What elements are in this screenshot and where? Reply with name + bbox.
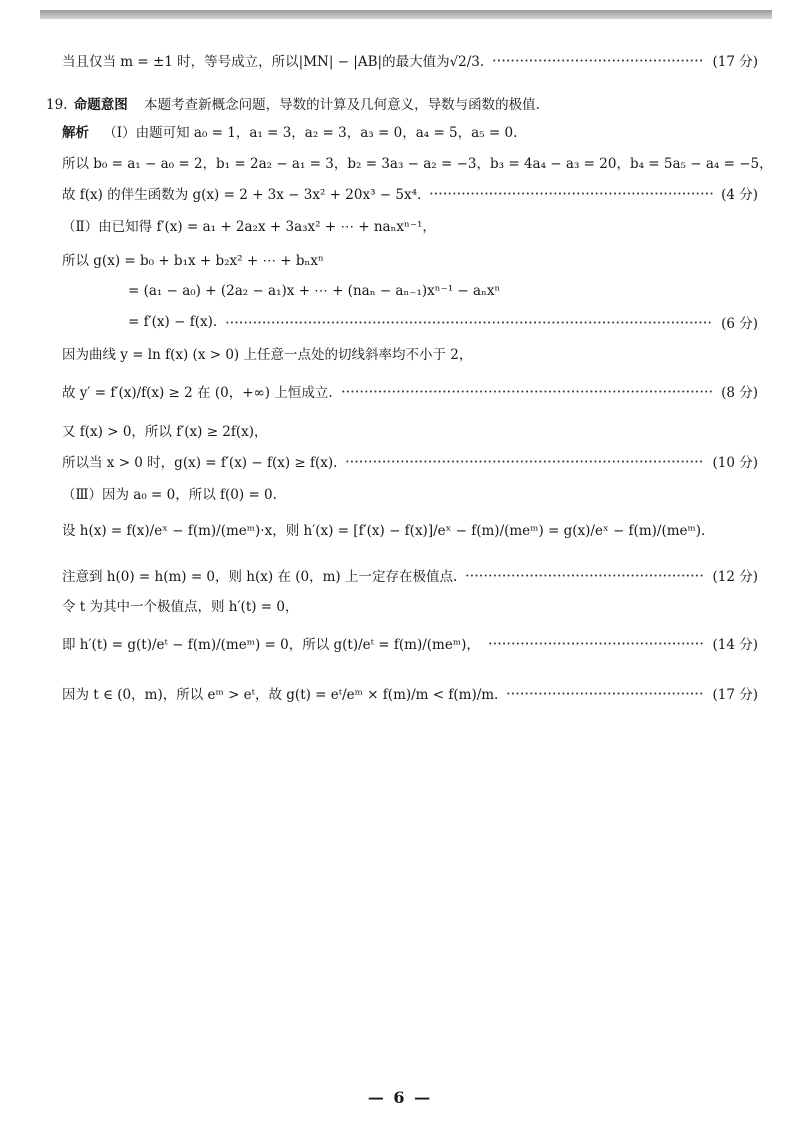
line-text: 即 h′(t) = g(t)/eᵗ − f(m)/(meᵐ) = 0，所以 g(t)/eᵗ = f(m)/(meᵐ)， xyxy=(62,637,480,653)
line-text: 令 t 为其中一个极值点，则 h′(t) = 0， xyxy=(62,599,299,615)
line-text: （Ⅰ）由题可知 a₀ = 1，a₁ = 3，a₂ = 3，a₃ = 0，a₄ = 5，a₅ = 0. xyxy=(103,125,518,141)
page-number: — 6 — xyxy=(367,1088,433,1107)
question-number: 19. xyxy=(46,97,68,113)
line-text: 所以 b₀ = a₁ − a₀ = 2，b₁ = 2a₂ − a₁ = 3，b₂ = 3a₃ − a₂ = −3，b₃ = 4a₄ − a₃ = 20，b₄ = 5a₅ − a₄ = −5， xyxy=(62,156,773,172)
leader-dots xyxy=(429,192,713,195)
line-text: （Ⅲ）因为 a₀ = 0，所以 f(0) = 0. xyxy=(62,487,277,503)
line-2 xyxy=(62,116,758,146)
leader-dots xyxy=(492,59,704,62)
line-1 xyxy=(46,88,758,118)
line-0 xyxy=(62,45,758,75)
line-8 xyxy=(128,307,758,337)
line-text: 当且仅当 m = ±1 时，等号成立，所以|MN| − |AB|的最大值为√2/3. xyxy=(62,54,485,70)
line-text: 因为 t ∈ (0，m)，所以 eᵐ > eᵗ，故 g(t) = eᵗ/eᵐ × f(m)/m < f(m)/m. xyxy=(62,687,499,703)
line-text: 因为曲线 y = ln f(x) (x > 0) 上任意一点处的切线斜率均不小于 2， xyxy=(62,347,473,363)
score-label: (14 分) xyxy=(712,637,758,653)
leader-dots xyxy=(225,321,713,324)
line-text: 注意到 h(0) = h(m) = 0，则 h(x) 在 (0，m) 上一定存在极值点. xyxy=(62,569,458,585)
line-text: 故 y′ = f′(x)/f(x) ≥ 2 在 (0，+∞) 上恒成立. xyxy=(62,385,333,401)
leader-dots xyxy=(345,460,704,463)
score-label: (17 分) xyxy=(712,687,758,703)
leader-dots xyxy=(506,692,704,695)
line-10 xyxy=(62,376,758,406)
line-3 xyxy=(62,147,773,177)
line-18 xyxy=(62,678,758,708)
score-label: (6 分) xyxy=(721,316,758,332)
score-label: (4 分) xyxy=(721,187,758,203)
line-text: 故 f(x) 的伴生函数为 g(x) = 2 + 3x − 3x² + 20x³ − 5x⁴. xyxy=(62,187,422,203)
score-label: (10 分) xyxy=(712,455,758,471)
leader-dots xyxy=(488,642,705,645)
line-16 xyxy=(62,590,758,620)
score-label: (17 分) xyxy=(712,54,758,70)
line-text: 所以当 x > 0 时，g(x) = f′(x) − f(x) ≥ f(x). xyxy=(62,455,338,471)
leader-dots xyxy=(465,574,704,577)
line-text: = f′(x) − f(x). xyxy=(128,314,218,330)
line-6 xyxy=(62,244,758,274)
line-5 xyxy=(62,210,758,240)
line-text: 设 h(x) = f(x)/eˣ − f(m)/(meᵐ)·x，则 h′(x) = [f′(x) − f(x)]/eˣ − f(m)/(meᵐ) = g(x)/eˣ − f(m)/(meᵐ). xyxy=(62,523,706,539)
section-heading: 命题意图 xyxy=(73,97,128,113)
line-17 xyxy=(62,628,758,658)
line-text: （Ⅱ）由已知得 f′(x) = a₁ + 2a₂x + 3a₃x² + ⋯ + naₙxⁿ⁻¹， xyxy=(62,219,436,235)
score-label: (12 分) xyxy=(712,569,758,585)
line-text: 又 f(x) > 0，所以 f′(x) ≥ 2f(x)， xyxy=(62,424,268,440)
line-14 xyxy=(62,514,758,544)
line-text: = (a₁ − a₀) + (2a₂ − a₁)x + ⋯ + (naₙ − aₙ₋₁)xⁿ⁻¹ − aₙxⁿ xyxy=(128,283,501,299)
line-13 xyxy=(62,478,758,508)
line-15 xyxy=(62,560,758,590)
line-text: 所以 g(x) = b₀ + b₁x + b₂x² + ⋯ + bₙxⁿ xyxy=(62,253,324,269)
line-12 xyxy=(62,446,758,476)
score-label: (8 分) xyxy=(721,385,758,401)
line-11 xyxy=(62,415,758,445)
line-9 xyxy=(62,338,758,368)
line-7 xyxy=(128,276,758,306)
leader-dots xyxy=(341,390,713,393)
section-heading: 解析 xyxy=(62,125,89,141)
top-gray-bar xyxy=(40,10,772,19)
line-text: 本题考查新概念问题，导数的计算及几何意义，导数与函数的极值. xyxy=(144,97,540,113)
line-4 xyxy=(62,178,758,208)
